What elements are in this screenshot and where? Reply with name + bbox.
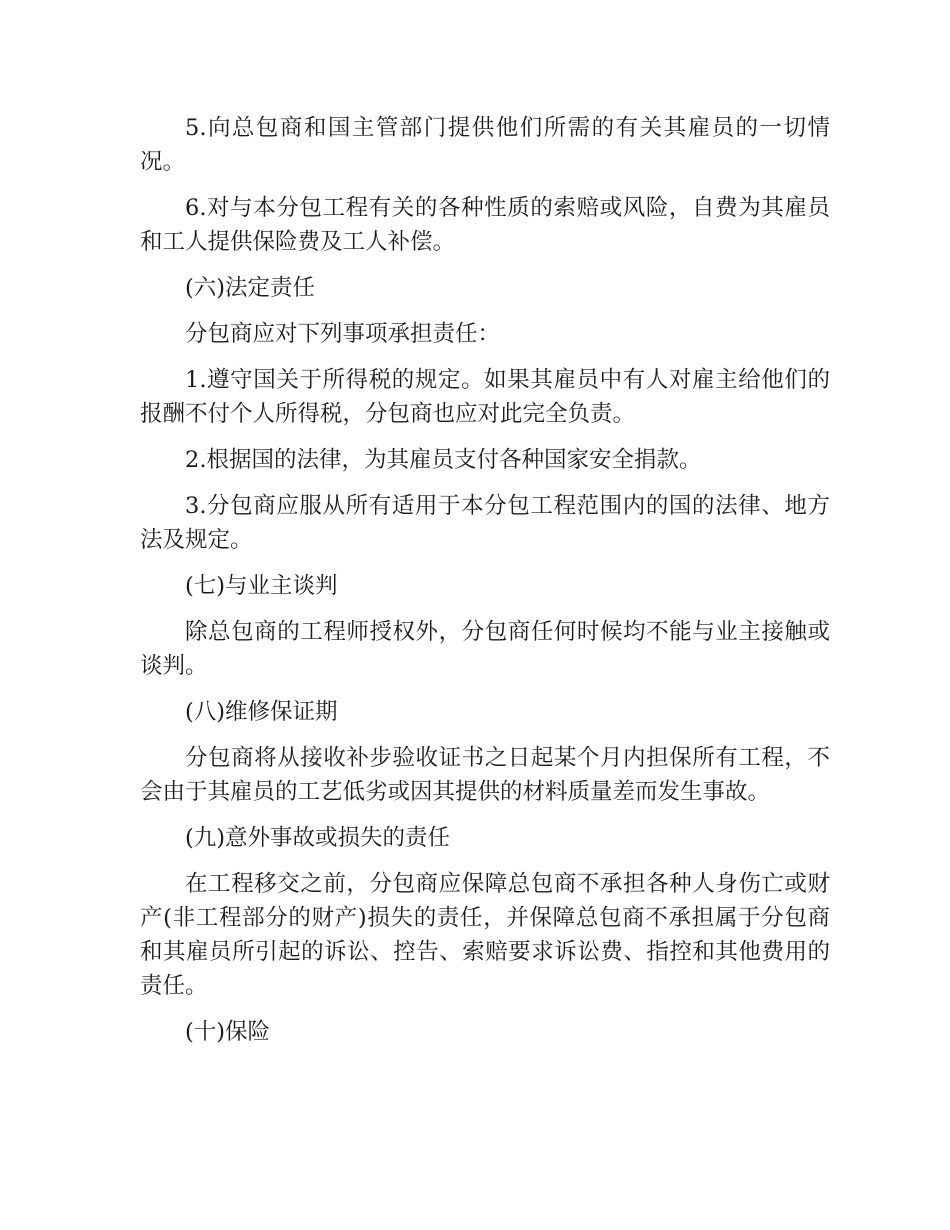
section-heading-warranty-period: (八)维修保证期	[185, 699, 338, 725]
paragraph-warranty-period: 分包商将从接收补步验收证书之日起某个月内担保所有工程，不会由于其雇员的工艺低劣或因其提供的材料质量差而发生事故。	[140, 745, 830, 805]
paragraph-item-1: 1.遵守国关于所得税的规定。如果其雇员中有人对雇主给他们的报酬不付个人所得税，分包商也应对此完全负责。	[140, 367, 830, 427]
section-heading-insurance: (十)保险	[185, 1019, 271, 1045]
section-heading-owner-negotiation: (七)与业主谈判	[185, 573, 338, 599]
paragraph-accident-liability: 在工程移交之前，分包商应保障总包商不承担各种人身伤亡或财产(非工程部分的财产)损失的责任，并保障总包商不承担属于分包商和其雇员所引起的诉讼、控告、索赔要求诉讼费、指控和其他费用的责任。	[140, 871, 830, 999]
paragraph-item-2: 2.根据国的法律，为其雇员支付各种国家安全捐款。	[185, 447, 702, 473]
paragraph-item-6: 6.对与本分包工程有关的各种性质的索赔或风险，自费为其雇员和工人提供保险费及工人补偿。	[140, 195, 830, 255]
document-body	[140, 111, 830, 1061]
paragraph-owner-negotiation: 除总包商的工程师授权外，分包商任何时候均不能与业主接触或谈判。	[140, 619, 830, 679]
section-heading-accident-liability: (九)意外事故或损失的责任	[185, 825, 451, 851]
paragraph-item-5: 5.向总包商和国主管部门提供他们所需的有关其雇员的一切情况。	[140, 115, 830, 175]
section-heading-legal-liability: (六)法定责任	[185, 275, 316, 301]
paragraph-intro: 分包商应对下列事项承担责任：	[185, 321, 501, 347]
paragraph-item-3: 3.分包商应服从所有适用于本分包工程范围内的国的法律、地方法及规定。	[140, 493, 830, 553]
